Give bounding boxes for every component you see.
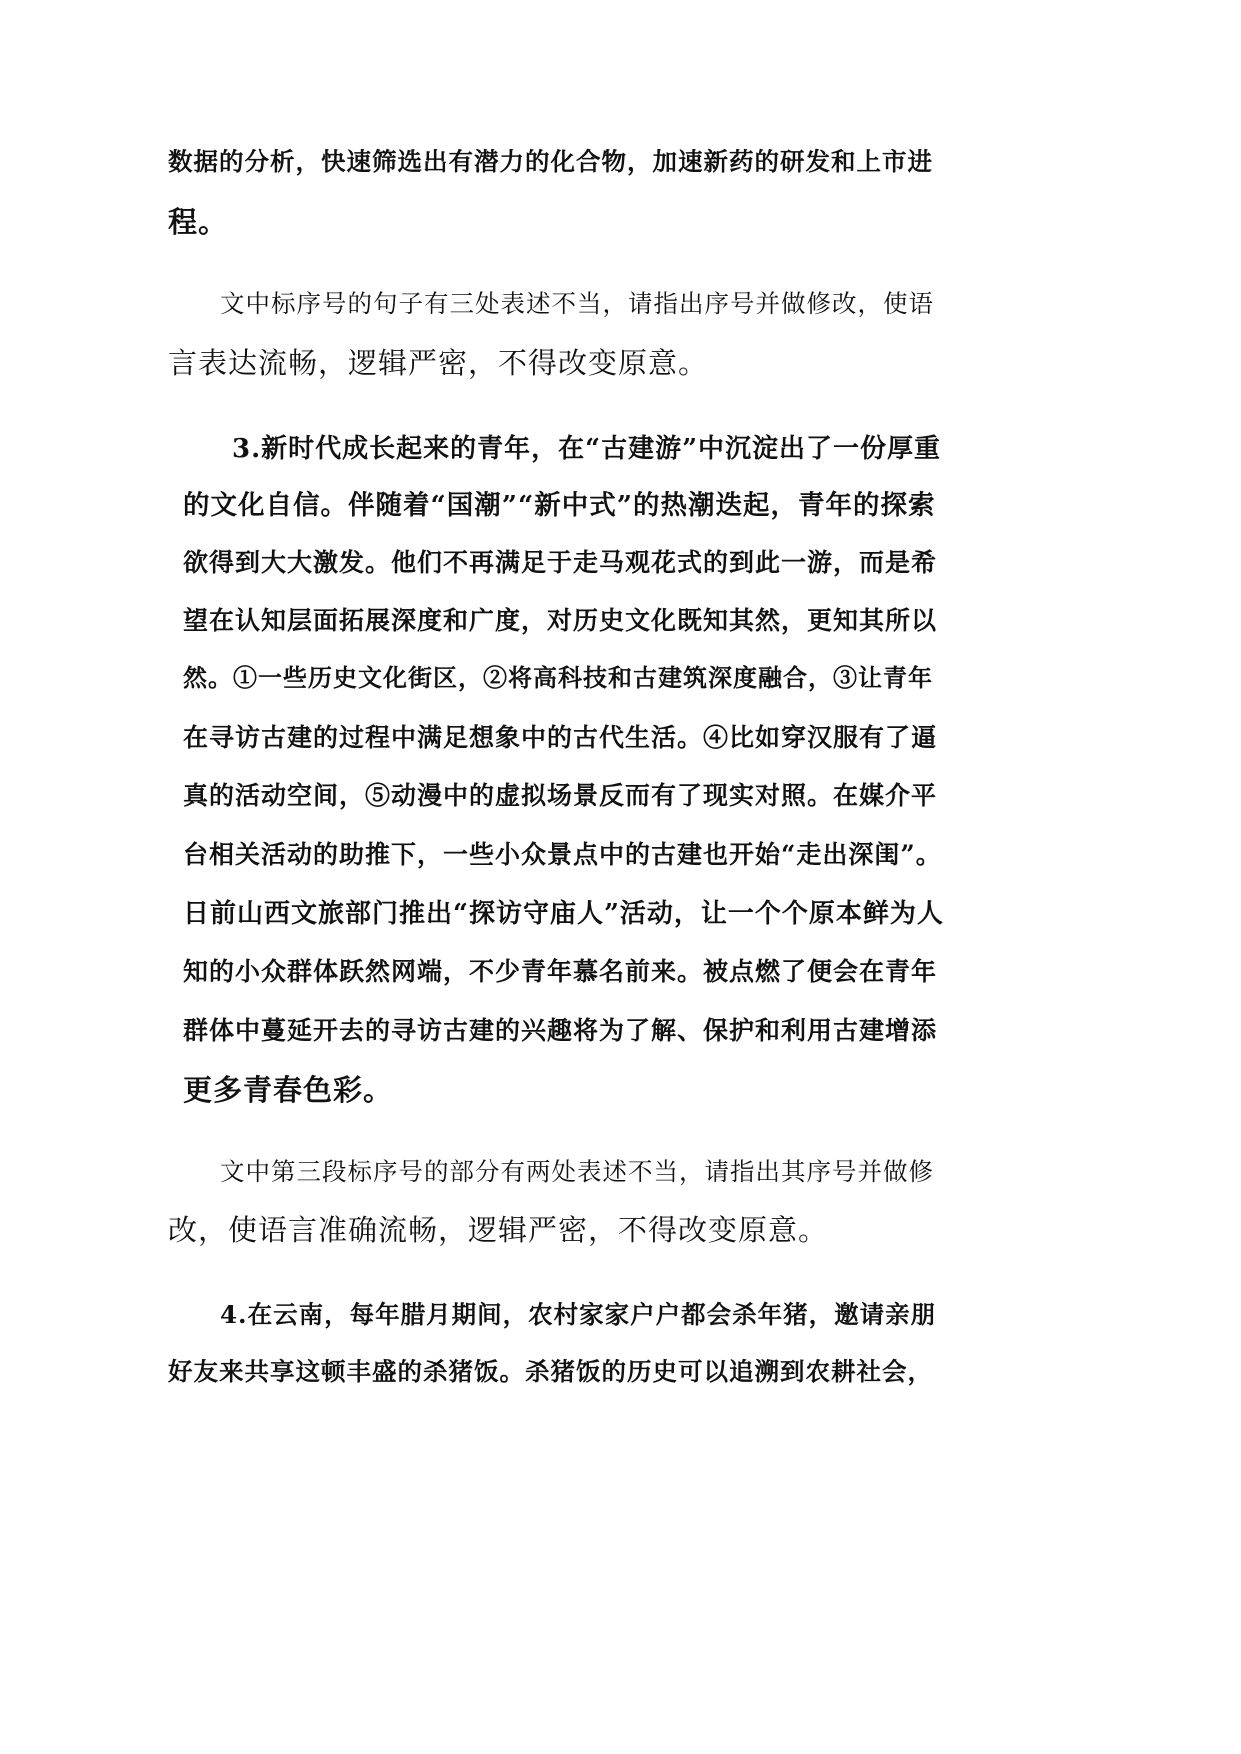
question-line: 真的活动空间，⑤动漫中的虚拟场景反而有了现实对照。在媒介平	[183, 781, 938, 810]
instruction-line: 言表达流畅，逻辑严密，不得改变原意。	[168, 346, 709, 380]
question-line: 台相关活动的助推下，一些小众景点中的古建也开始“走出深闺”。	[183, 840, 942, 869]
question-line: 日前山西文旅部门推出“探访守庙人”活动，让一个个原本鲜为人	[183, 899, 944, 929]
instruction-line: 文中标序号的句子有三处表述不当，请指出序号并做修改，使语	[220, 289, 934, 318]
instruction-line: 改，使语言准确流畅，逻辑严密，不得改变原意。	[168, 1213, 829, 1247]
question-line: 的文化自信。伴随着“国潮”“新中式”的热潮迭起，青年的探索	[183, 490, 936, 521]
question-line: 望在认知层面拓展深度和广度，对历史文化既知其然，更知其所以	[183, 606, 938, 635]
paragraph-line: 数据的分析，快速筛选出有潜力的化合物，加速新药的研发和上市进	[168, 147, 933, 176]
question-line: 知的小众群体跃然网端，不少青年慕名前来。被点燃了便会在青年	[183, 957, 938, 986]
question-line: 3.新时代成长起来的青年，在“古建游”中沉淀出了一份厚重	[232, 434, 942, 464]
paragraph-line: 程。	[168, 205, 229, 239]
question-line: 在寻访古建的过程中满足想象中的古代生活。④比如穿汉服有了逼	[183, 723, 938, 752]
question-line: 群体中蔓延开去的寻访古建的兴趣将为了解、保护和利用古建增添	[183, 1016, 938, 1045]
question-line: 好友来共享这顿丰盛的杀猪饭。杀猪饭的历史可以追溯到农耕社会，	[168, 1357, 933, 1386]
question-line: 然。①一些历史文化街区，②将高科技和古建筑深度融合，③让青年	[183, 663, 933, 692]
question-line: 4.在云南，每年腊月期间，农村家家户户都会杀年猪，邀请亲朋	[220, 1300, 937, 1329]
instruction-line: 文中第三段标序号的部分有两处表述不当，请指出其序号并做修	[220, 1157, 934, 1186]
question-line: 欲得到大大激发。他们不再满足于走马观花式的到此一游，而是希	[183, 548, 938, 577]
question-line: 更多青春色彩。	[183, 1073, 394, 1107]
